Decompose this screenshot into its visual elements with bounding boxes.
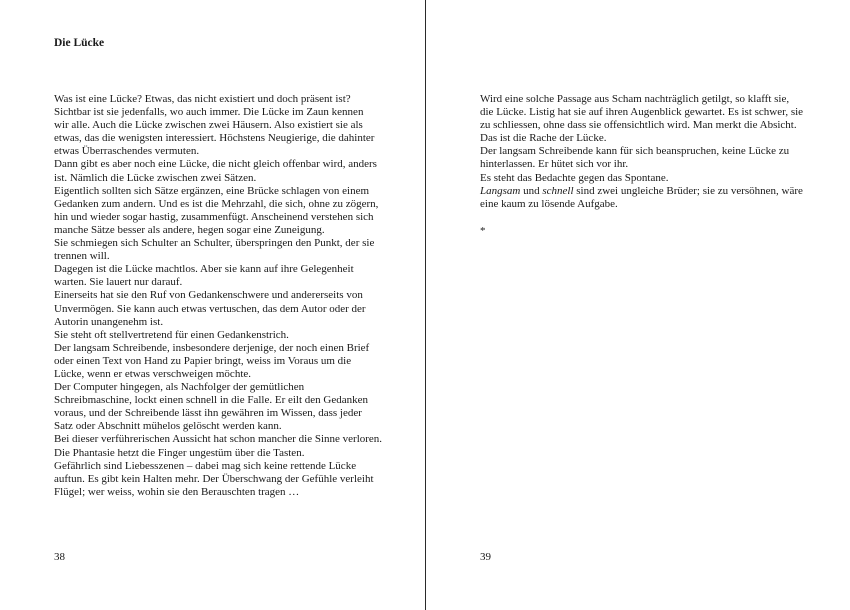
text-line: manche Sätze besser als andere, hegen sogar eine Zuneigung. <box>54 223 325 236</box>
text-line: Dann gibt es aber noch eine Lücke, die nicht gleich offenbar wird, anders <box>54 158 377 171</box>
text-line: etwas, das die wenigsten interessiert. Höchstens Neugierige, die dahinter <box>54 132 375 145</box>
text-line: Der langsam Schreibende, insbesondere derjenige, der noch einen Brief <box>54 341 370 354</box>
right-body-text <box>480 93 803 211</box>
chapter-title: Die Lücke <box>54 37 105 49</box>
text-run: sind zwei ungleiche Brüder; sie zu versöhnen, wäre <box>573 184 803 197</box>
text-line: auftun. Es gibt kein Halten mehr. Der Überschwang der Gefühle verleiht <box>54 472 374 485</box>
text-line: Die Phantasie hetzt die Finger ungestüm über die Tasten. <box>54 446 305 459</box>
text-line-mixed <box>480 185 803 198</box>
italic-word: Langsam <box>480 184 521 197</box>
text-line: Eigentlich sollten sich Sätze ergänzen, eine Brücke schlagen von einem <box>54 184 370 197</box>
text-line: zu schliessen, ohne dass sie offensichtlich wird. Man merkt die Absicht. <box>480 119 797 132</box>
text-line: Gedanken zum andern. Und es ist die Mehrzahl, die sich, ohne zu zögern, <box>54 197 379 210</box>
text-line: Unvermögen. Sie kann auch etwas vertuschen, das dem Autor oder der <box>54 302 366 315</box>
text-line: Wird eine solche Passage aus Scham nachträglich getilgt, so klafft sie, <box>480 93 790 105</box>
text-line: Der langsam Schreibende kann für sich beanspruchen, keine Lücke zu <box>480 145 790 158</box>
text-line: oder einen Text von Hand zu Papier bringt, weiss im Voraus um die <box>54 354 352 367</box>
text-line: Einerseits hat sie den Ruf von Gedankenschwere und andererseits von <box>54 289 363 302</box>
text-line: eine kaum zu lösende Aufgabe. <box>480 197 618 210</box>
text-line: Lücke, wenn er etwas verschweigen möchte. <box>54 367 252 380</box>
text-line: Autorin unangenehm ist. <box>54 315 164 328</box>
text-line: Es steht das Bedachte gegen das Spontane. <box>480 171 669 184</box>
text-line: Sie steht oft stellvertretend für einen Gedankenstrich. <box>54 328 289 341</box>
text-line: Gefährlich sind Liebesszenen – dabei mag sich keine rettende Lücke <box>54 459 357 472</box>
left-body-text <box>54 93 382 499</box>
text-line: etwas Überraschendes vermuten. <box>54 145 200 158</box>
text-line: hin und wieder sogar hastig, zusammenfügt. Anscheinend verstehen sich <box>54 210 374 223</box>
text-line: Der Computer hingegen, als Nachfolger der gemütlichen <box>54 381 305 394</box>
text-line: trennen will. <box>54 250 110 263</box>
text-line: Das ist die Rache der Lücke. <box>480 132 607 145</box>
text-line: Sichtbar ist sie jedenfalls, wo auch immer. Die Lücke im Zaun kennen <box>54 106 364 119</box>
text-line: Was ist eine Lücke? Etwas, das nicht existiert und doch präsent ist? <box>54 93 351 105</box>
italic-word: schnell <box>542 184 574 197</box>
right-page <box>426 0 850 610</box>
text-line: die Lücke. Listig hat sie auf ihren Augenblick gewartet. Es ist schwer, sie <box>480 106 804 119</box>
page-number-left: 38 <box>54 551 65 563</box>
text-line: Schreibmaschine, lockt einen schnell in die Falle. Er eilt den Gedanken <box>54 394 369 407</box>
section-separator: * <box>480 225 486 237</box>
text-run: und <box>520 184 543 197</box>
text-line: warten. Sie lauert nur darauf. <box>54 276 183 289</box>
page-number-right: 39 <box>480 551 491 563</box>
text-line: Bei dieser verführerischen Aussicht hat schon mancher die Sinne verloren. <box>54 433 383 446</box>
text-line: wir alle. Auch die Lücke zwischen zwei Häusern. Also existiert sie als <box>54 119 363 132</box>
text-line: Flügel; wer weiss, wohin sie den Berauschten tragen … <box>54 485 300 498</box>
text-line: Sie schmiegen sich Schulter an Schulter, überspringen den Punkt, der sie <box>54 237 375 250</box>
text-line: ist. Nämlich die Lücke zwischen zwei Sätzen. <box>54 171 257 184</box>
text-line: voraus, und der Schreibende lässt ihn gewähren im Wissen, dass jeder <box>54 407 362 420</box>
text-line: Dagegen ist die Lücke machtlos. Aber sie kann auf ihre Gelegenheit <box>54 263 354 276</box>
text-line: Satz oder Abschnitt mühelos gelöscht werden kann. <box>54 420 282 433</box>
text-line: hinterlassen. Er hütet sich vor ihr. <box>480 158 629 171</box>
